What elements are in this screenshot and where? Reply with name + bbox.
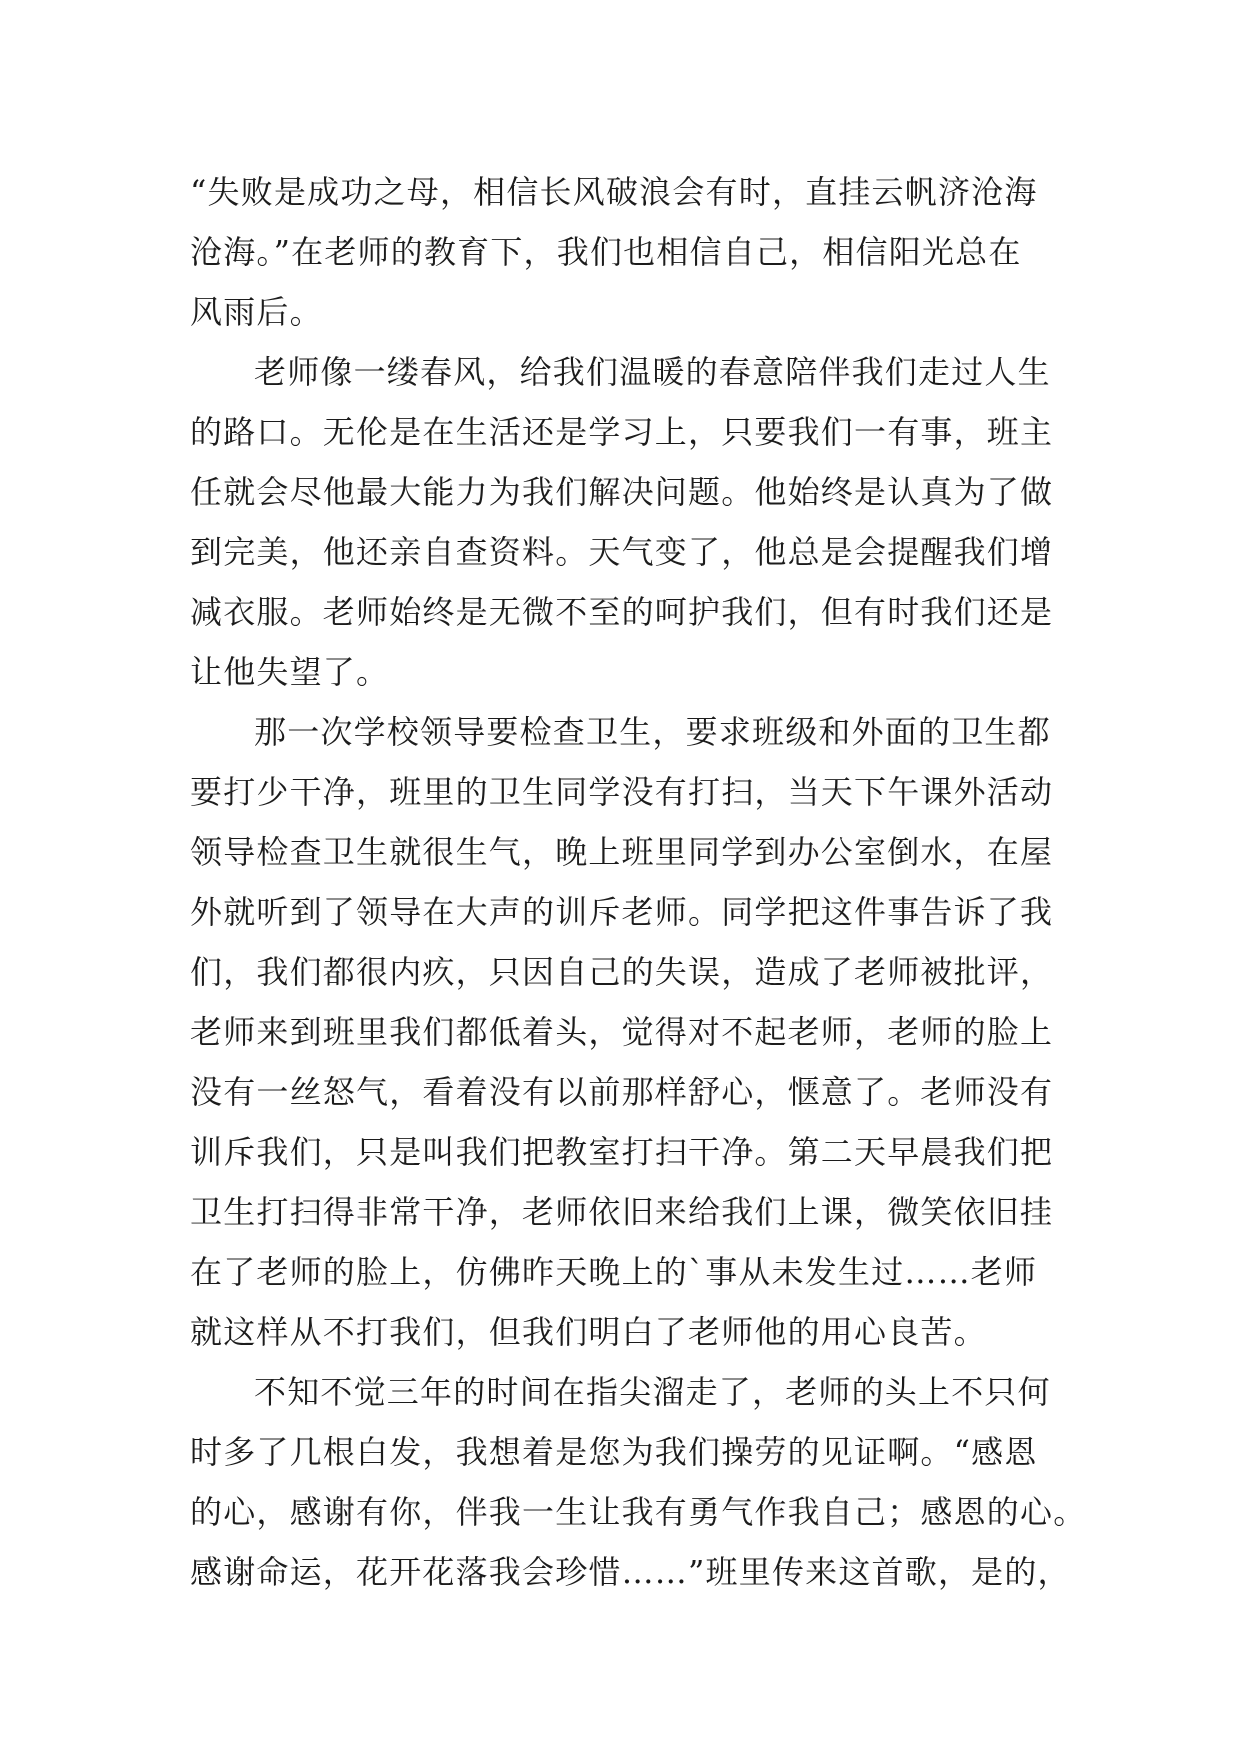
text-line: 沧海。”在老师的教育下，我们也相信自己，相信阳光总在: [190, 233, 1022, 271]
text-line: 减衣服。老师始终是无微不至的呵护我们，但有时我们还是: [190, 593, 1054, 631]
document-body: [190, 162, 1087, 1602]
paragraph-first-line: 不知不觉三年的时间在指尖溜走了，老师的头上不只何: [254, 1373, 1051, 1411]
text-line: 风雨后。: [190, 293, 323, 331]
paragraph-first-line: 那一次学校领导要检查卫生，要求班级和外面的卫生都: [254, 713, 1051, 751]
text-line: 训斥我们，只是叫我们把教室打扫干净。第二天早晨我们把: [190, 1133, 1054, 1171]
text-line: 的心，感谢有你，伴我一生让我有勇气作我自己；感恩的心。: [190, 1493, 1087, 1531]
text-line: 领导检查卫生就很生气，晚上班里同学到办公室倒水，在屋: [190, 833, 1054, 871]
text-line: “失败是成功之母，相信长风破浪会有时，直挂云帆济沧海: [190, 173, 1038, 211]
text-line: 在了老师的脸上，仿佛昨天晚上的`事从未发生过……老师: [190, 1253, 1038, 1291]
text-line: 感谢命运，花开花落我会珍惜……”班里传来这首歌，是的，: [190, 1553, 1071, 1591]
text-line: 老师来到班里我们都低着头，觉得对不起老师，老师的脸上: [190, 1013, 1054, 1051]
text-line: 到完美，他还亲自查资料。天气变了，他总是会提醒我们增: [190, 533, 1054, 571]
text-line: 任就会尽他最大能力为我们解决问题。他始终是认真为了做: [190, 473, 1054, 511]
text-line: 时多了几根白发，我想着是您为我们操劳的见证啊。“感恩: [190, 1433, 1038, 1471]
text-line: 的路口。无伦是在生活还是学习上，只要我们一有事，班主: [190, 413, 1054, 451]
paragraph-first-line: 老师像一缕春风，给我们温暖的春意陪伴我们走过人生: [254, 353, 1051, 391]
text-line: 没有一丝怒气，看着没有以前那样舒心，惬意了。老师没有: [190, 1073, 1054, 1111]
text-line: 让他失望了。: [190, 653, 390, 691]
text-line: 就这样从不打我们，但我们明白了老师他的用心良苦。: [190, 1313, 987, 1351]
text-line: 外就听到了领导在大声的训斥老师。同学把这件事告诉了我: [190, 893, 1054, 931]
text-line: 们，我们都很内疚，只因自己的失误，造成了老师被批评，: [190, 953, 1054, 991]
text-line: 卫生打扫得非常干净，老师依旧来给我们上课，微笑依旧挂: [190, 1193, 1054, 1231]
text-line: 要打少干净，班里的卫生同学没有打扫，当天下午课外活动: [190, 773, 1054, 811]
